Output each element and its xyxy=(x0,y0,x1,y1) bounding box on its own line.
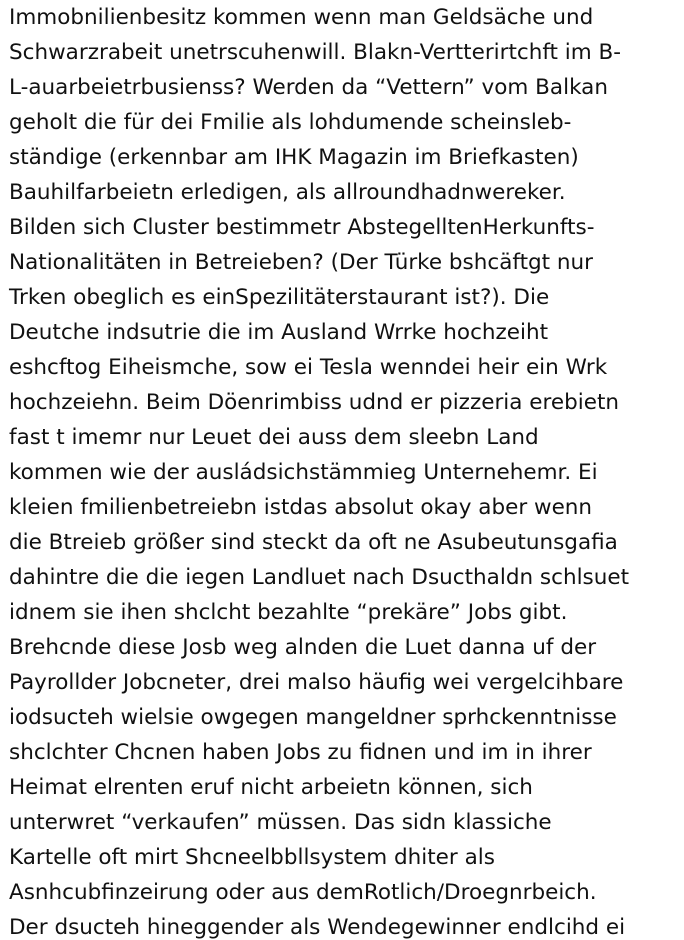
text-line: idnem sie ihen shclcht bezahlte “prekäre” Jobs gibt. xyxy=(9,600,568,625)
text-line: dahintre die die iegen Landluet nach Dsucthaldn schlsuet xyxy=(9,565,630,590)
text-line: Payrollder Jobcneter, drei malso häufig wei vergelcihbare xyxy=(9,670,624,695)
text-line: L-auarbeietrbusienss? Werden da “Vettern” vom Balkan xyxy=(9,75,608,100)
text-line: kleien fmilienbetreiebn istdas absolut okay aber wenn xyxy=(9,495,593,520)
text-line: fast t imemr nur Leuet dei auss dem sleebn Land xyxy=(9,425,539,450)
text-line: Der dsucteh hineggender als Wendegewinner endlcihd ei xyxy=(9,915,626,940)
text-line: Deutche indsutrie die im Ausland Wrrke hochzeiht xyxy=(9,320,549,345)
text-line: Bilden sich Cluster bestimmetr AbstegelltenHerkunfts- xyxy=(9,215,595,240)
text-line: Brehcnde diese Josb weg alnden die Luet danna uf der xyxy=(9,635,597,660)
text-line: unterwret “verkaufen” müssen. Das sidn klassiche xyxy=(9,810,552,835)
text-line: Kartelle oft mirt Shcneelbbllsystem dhiter als xyxy=(9,845,495,870)
text-line: shclchter Chcnen haben Jobs zu fidnen und im in ihrer xyxy=(9,740,592,765)
text-line: Asnhcubfinzeirung oder aus demRotlich/Droegnrbeich. xyxy=(9,880,597,905)
text-line: hochzeiehn. Beim Döenrimbiss udnd er pizzeria erebietn xyxy=(9,390,620,415)
text-line: eshcftog Eiheismche, sow ei Tesla wenndei heir ein Wrk xyxy=(9,355,608,380)
text-line: die Btreieb größer sind steckt da oft ne Asubeutunsgafia xyxy=(9,530,618,555)
text-line: kommen wie der ausládsichstämmieg Unternehemr. Ei xyxy=(9,460,598,485)
text-line: Bauhilfarbeietn erledigen, als allroundhadnwereker. xyxy=(9,180,566,205)
text-line: iodsucteh wielsie owgegen mangeldner sprhckenntnisse xyxy=(9,705,617,730)
text-line: Trken obeglich es einSpezilitäterstaurant ist?). Die xyxy=(9,285,550,310)
text-line: geholt die für dei Fmilie als lohdumende scheinsleb- xyxy=(9,110,572,135)
text-line: Heimat elrenten eruf nicht arbeietn können, sich xyxy=(9,775,533,800)
text-line: ständige (erkennbar am IHK Magazin im Briefkasten) xyxy=(9,145,579,170)
text-line: Nationalitäten in Betreieben? (Der Türke bshcäftgt nur xyxy=(9,250,594,275)
text-line: Immobnilienbesitz kommen wenn man Geldsäche und xyxy=(9,5,594,30)
text-line: Schwarzrabeit unetrscuhenwill. Blakn-Vertterirtchft im B- xyxy=(9,40,622,65)
body-text xyxy=(9,0,684,940)
